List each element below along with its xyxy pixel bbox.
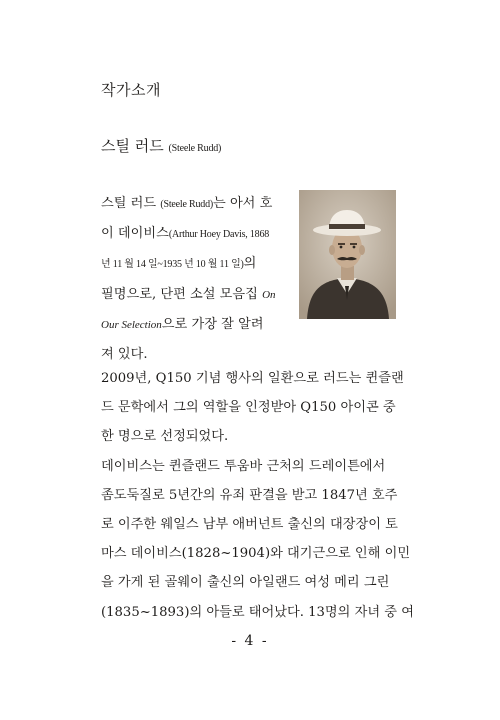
body-line: 데이비스는 퀸즐랜드 투움바 근처의 드레이튼에서 [101,458,386,474]
text-run: 이 데이비스 [101,226,169,242]
text-run: 스틸 러드 [101,196,161,211]
body-line: 한 명으로 선정되었다. [101,429,229,445]
body-line: 마스 데이비스(1828~1904)와 대기근으로 인해 이민 [101,546,411,562]
biography-paragraph [101,364,414,627]
body-line: 좀도둑질로 5년간의 유죄 판결을 받고 1847년 호주 [101,487,398,503]
body-line: 드 문학에서 그의 역할을 인정받아 Q150 아이콘 중 [101,400,396,416]
text-run-small: (Arthur Hoey Davis, 1868 [168,229,270,241]
intro-line [101,249,291,279]
intro-line [101,280,291,310]
text-run-italic: On [262,288,276,301]
author-portrait-photo [299,190,396,319]
author-name-english: (Steele Rudd) [168,143,222,154]
text-run: 으로 가장 잘 알려 [161,316,264,332]
intro-line [101,219,291,249]
page-number: - 4 - [231,633,269,649]
intro-line [101,310,291,340]
author-name [101,135,221,156]
body-line: 2009년, Q150 기념 행사의 일환으로 러드는 퀸즐랜 [101,371,404,386]
section-title: 작가소개 [101,81,161,99]
text-run: 는 아서 호 [213,196,273,211]
text-run-italic: Our Selection [101,318,162,331]
text-run: 의 [243,256,257,272]
body-line: (1835~1893)의 아들로 태어났다. 13명의 자녀 중 여 [101,604,414,620]
text-run-small: 년 11 월 14 일~1935 년 10 월 11 일) [101,259,244,271]
portrait-illustration [299,190,396,319]
text-run-small: (Steele Rudd) [160,199,214,210]
text-run: 져 있다. [101,347,148,363]
author-intro-paragraph [101,189,291,369]
author-name-korean: 스틸 러드 [101,137,164,155]
body-line: 을 가게 된 골웨이 출신의 아일랜드 여성 메리 그린 [101,575,390,591]
body-line: 로 이주한 웨일스 남부 애버넌트 출신의 대장장이 토 [101,517,398,533]
text-run: 필명으로, 단편 소설 모음집 [101,286,263,302]
intro-line [101,189,291,219]
